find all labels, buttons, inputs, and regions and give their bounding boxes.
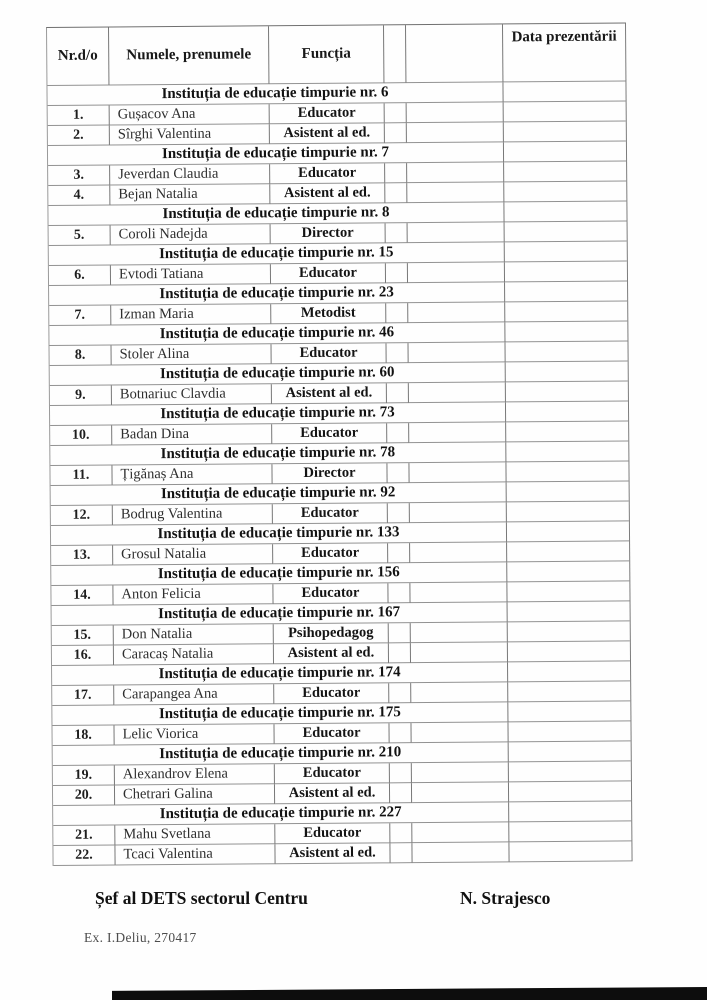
date-cell bbox=[508, 621, 630, 642]
empty-narrow-cell bbox=[390, 763, 412, 783]
function-cell: Educator bbox=[272, 423, 387, 444]
section-title: Instituția de educație timpurie nr. 7 bbox=[48, 142, 504, 166]
name-cell: Coroli Nadejda bbox=[111, 224, 271, 245]
empty-narrow-cell bbox=[389, 683, 411, 703]
function-cell: Educator bbox=[275, 763, 390, 784]
name-cell: Lelic Viorica bbox=[114, 724, 274, 745]
empty-narrow-cell bbox=[386, 303, 408, 323]
section-date-cell bbox=[507, 561, 629, 582]
function-cell: Educator bbox=[274, 723, 389, 744]
function-cell: Educator bbox=[273, 583, 388, 604]
function-cell: Asistent al ed. bbox=[270, 123, 385, 144]
date-cell bbox=[508, 681, 630, 702]
row-number-cell: 14. bbox=[51, 585, 113, 605]
name-cell: Caracaș Natalia bbox=[114, 644, 274, 665]
section-date-cell bbox=[506, 441, 628, 462]
empty-narrow-cell bbox=[388, 583, 410, 603]
function-cell: Asistent al ed. bbox=[270, 183, 385, 204]
scanner-edge-artifact bbox=[112, 987, 707, 1000]
date-cell bbox=[507, 501, 629, 522]
empty-narrow-cell bbox=[386, 263, 408, 283]
empty-narrow-cell bbox=[387, 383, 409, 403]
empty-narrow-cell bbox=[388, 503, 410, 523]
empty-cell bbox=[407, 162, 504, 183]
empty-cell bbox=[408, 302, 505, 323]
row-number-cell: 22. bbox=[53, 845, 115, 865]
row-number-cell: 16. bbox=[52, 645, 114, 665]
empty-cell bbox=[412, 842, 509, 863]
row-number-cell: 19. bbox=[53, 765, 115, 785]
name-cell: Tcaci Valentina bbox=[115, 844, 275, 865]
name-cell: Badan Dina bbox=[112, 424, 272, 445]
section-date-cell bbox=[506, 361, 628, 382]
function-cell: Asistent al ed. bbox=[275, 843, 390, 864]
function-cell: Psihopedagog bbox=[274, 623, 389, 644]
section-title: Instituția de educație timpurie nr. 156 bbox=[51, 562, 507, 586]
section-title: Instituția de educație timpurie nr. 15 bbox=[49, 242, 505, 266]
name-cell: Sîrghi Valentina bbox=[110, 124, 270, 145]
date-cell bbox=[504, 181, 626, 202]
row-number-cell: 10. bbox=[50, 425, 112, 445]
empty-cell bbox=[412, 822, 509, 843]
empty-cell bbox=[408, 262, 505, 283]
date-cell bbox=[509, 761, 631, 782]
section-title: Instituția de educație timpurie nr. 175 bbox=[52, 702, 508, 726]
empty-narrow-cell bbox=[386, 343, 408, 363]
section-title: Instituția de educație timpurie nr. 210 bbox=[53, 742, 509, 766]
empty-cell bbox=[410, 542, 507, 563]
section-date-cell bbox=[509, 741, 631, 762]
section-date-cell bbox=[504, 201, 626, 222]
date-cell bbox=[504, 161, 626, 182]
name-cell: Botnariuc Clavdia bbox=[112, 384, 272, 405]
name-cell: Alexandrov Elena bbox=[115, 764, 275, 785]
empty-narrow-cell bbox=[385, 103, 407, 123]
empty-narrow-cell bbox=[390, 843, 412, 863]
header-function: Funcția bbox=[269, 25, 384, 84]
section-date-cell bbox=[507, 481, 629, 502]
name-cell: Evtodi Tatiana bbox=[111, 264, 271, 285]
section-date-cell bbox=[508, 701, 630, 722]
row-number-cell: 20. bbox=[53, 785, 115, 805]
name-cell: Jeverdan Claudia bbox=[110, 164, 270, 185]
date-cell bbox=[508, 721, 630, 742]
section-date-cell bbox=[509, 801, 631, 822]
row-number-cell: 15. bbox=[52, 625, 114, 645]
function-cell: Director bbox=[271, 223, 386, 244]
empty-cell bbox=[410, 582, 507, 603]
empty-cell bbox=[411, 722, 508, 743]
empty-cell bbox=[407, 102, 504, 123]
section-title: Instituția de educație timpurie nr. 92 bbox=[51, 482, 507, 506]
row-number-cell: 9. bbox=[50, 385, 112, 405]
row-number-cell: 4. bbox=[48, 186, 110, 206]
row-number-cell: 3. bbox=[48, 166, 110, 186]
date-cell bbox=[505, 341, 627, 362]
section-title: Instituția de educație timpurie nr. 46 bbox=[49, 322, 505, 346]
date-cell bbox=[507, 581, 629, 602]
name-cell: Bejan Natalia bbox=[110, 184, 270, 205]
section-title: Instituția de educație timpurie nr. 174 bbox=[52, 662, 508, 686]
row-number-cell: 18. bbox=[52, 725, 114, 745]
date-cell bbox=[506, 421, 628, 442]
header-nr: Nr.d/o bbox=[47, 28, 109, 86]
name-cell: Anton Felicia bbox=[113, 584, 273, 605]
section-date-cell bbox=[505, 241, 627, 262]
section-title: Instituția de educație timpurie nr. 73 bbox=[50, 402, 506, 426]
row-number-cell: 7. bbox=[49, 305, 111, 325]
section-date-cell bbox=[504, 141, 626, 162]
empty-cell bbox=[411, 642, 508, 663]
date-cell bbox=[507, 541, 629, 562]
signature-name: N. Strajesco bbox=[460, 888, 551, 908]
function-cell: Educator bbox=[270, 103, 385, 124]
function-cell: Educator bbox=[275, 823, 390, 844]
table-body bbox=[47, 81, 631, 866]
date-cell bbox=[504, 121, 626, 142]
section-date-cell bbox=[507, 521, 629, 542]
function-cell: Educator bbox=[273, 503, 388, 524]
empty-cell bbox=[407, 182, 504, 203]
empty-narrow-cell bbox=[386, 223, 408, 243]
header-empty-narrow bbox=[384, 25, 406, 83]
header-name: Numele, prenumele bbox=[109, 26, 269, 85]
function-cell: Asistent al ed. bbox=[275, 783, 390, 804]
row-number-cell: 6. bbox=[49, 265, 111, 285]
empty-cell bbox=[412, 782, 509, 803]
empty-narrow-cell bbox=[385, 123, 407, 143]
name-cell: Bodrug Valentina bbox=[113, 504, 273, 525]
empty-cell bbox=[407, 122, 504, 143]
empty-cell bbox=[410, 502, 507, 523]
section-title: Instituția de educație timpurie nr. 23 bbox=[49, 282, 505, 306]
section-date-cell bbox=[505, 321, 627, 342]
row-number-cell: 12. bbox=[51, 505, 113, 525]
empty-narrow-cell bbox=[385, 183, 407, 203]
empty-narrow-cell bbox=[389, 643, 411, 663]
name-cell: Carapangea Ana bbox=[114, 684, 274, 705]
section-title: Instituția de educație timpurie nr. 6 bbox=[47, 82, 503, 106]
empty-cell bbox=[408, 342, 505, 363]
row-number-cell: 11. bbox=[50, 465, 112, 485]
name-cell: Mahu Svetlana bbox=[115, 824, 275, 845]
empty-cell bbox=[409, 422, 506, 443]
empty-cell bbox=[411, 622, 508, 643]
empty-narrow-cell bbox=[388, 543, 410, 563]
date-cell bbox=[505, 261, 627, 282]
empty-narrow-cell bbox=[389, 623, 411, 643]
empty-narrow-cell bbox=[389, 723, 411, 743]
name-cell: Stoler Alina bbox=[112, 344, 272, 365]
empty-narrow-cell bbox=[385, 163, 407, 183]
table-row bbox=[53, 841, 631, 866]
function-cell: Asistent al ed. bbox=[272, 383, 387, 404]
name-cell: Don Natalia bbox=[114, 624, 274, 645]
date-cell bbox=[506, 461, 628, 482]
date-cell bbox=[504, 101, 626, 122]
table-header-row bbox=[47, 23, 625, 86]
empty-cell bbox=[409, 462, 506, 483]
row-number-cell: 2. bbox=[48, 126, 110, 146]
section-date-cell bbox=[506, 401, 628, 422]
empty-narrow-cell bbox=[387, 423, 409, 443]
function-cell: Educator bbox=[273, 543, 388, 564]
function-cell: Educator bbox=[274, 683, 389, 704]
date-cell bbox=[505, 301, 627, 322]
date-cell bbox=[506, 381, 628, 402]
function-cell: Educator bbox=[270, 163, 385, 184]
empty-narrow-cell bbox=[387, 463, 409, 483]
empty-cell bbox=[412, 762, 509, 783]
section-date-cell bbox=[505, 281, 627, 302]
name-cell: Chetrari Galina bbox=[115, 784, 275, 805]
row-number-cell: 8. bbox=[50, 345, 112, 365]
date-cell bbox=[509, 821, 631, 842]
function-cell: Educator bbox=[271, 343, 386, 364]
name-cell: Țigănaș Ana bbox=[112, 464, 272, 485]
name-cell: Gușacov Ana bbox=[110, 104, 270, 125]
section-date-cell bbox=[508, 661, 630, 682]
function-cell: Metodist bbox=[271, 303, 386, 324]
section-date-cell bbox=[508, 601, 630, 622]
empty-cell bbox=[411, 682, 508, 703]
empty-narrow-cell bbox=[390, 823, 412, 843]
date-cell bbox=[509, 841, 631, 862]
header-date: Data prezentării bbox=[503, 23, 625, 82]
function-cell: Educator bbox=[271, 263, 386, 284]
section-title: Instituția de educație timpurie nr. 133 bbox=[51, 522, 507, 546]
function-cell: Asistent al ed. bbox=[274, 643, 389, 664]
function-cell: Director bbox=[272, 463, 387, 484]
section-date-cell bbox=[503, 81, 625, 102]
date-cell bbox=[508, 641, 630, 662]
attendance-table bbox=[46, 22, 633, 866]
empty-cell bbox=[409, 382, 506, 403]
row-number-cell: 1. bbox=[48, 106, 110, 126]
section-title: Instituția de educație timpurie nr. 227 bbox=[53, 802, 509, 826]
section-title: Instituția de educație timpurie nr. 60 bbox=[50, 362, 506, 386]
empty-cell bbox=[408, 222, 505, 243]
empty-narrow-cell bbox=[390, 783, 412, 803]
header-empty bbox=[406, 24, 503, 83]
section-title: Instituția de educație timpurie nr. 167 bbox=[52, 602, 508, 626]
row-number-cell: 21. bbox=[53, 825, 115, 845]
name-cell: Grosul Natalia bbox=[113, 544, 273, 565]
row-number-cell: 13. bbox=[51, 545, 113, 565]
signature-title: Șef al DETS sectorul Centru bbox=[95, 888, 308, 908]
row-number-cell: 5. bbox=[49, 225, 111, 245]
name-cell: Izman Maria bbox=[111, 304, 271, 325]
section-title: Instituția de educație timpurie nr. 78 bbox=[50, 442, 506, 466]
executor-note: Ex. I.Deliu, 270417 bbox=[84, 930, 197, 945]
date-cell bbox=[505, 221, 627, 242]
row-number-cell: 17. bbox=[52, 685, 114, 705]
section-title: Instituția de educație timpurie nr. 8 bbox=[48, 202, 504, 226]
date-cell bbox=[509, 781, 631, 802]
